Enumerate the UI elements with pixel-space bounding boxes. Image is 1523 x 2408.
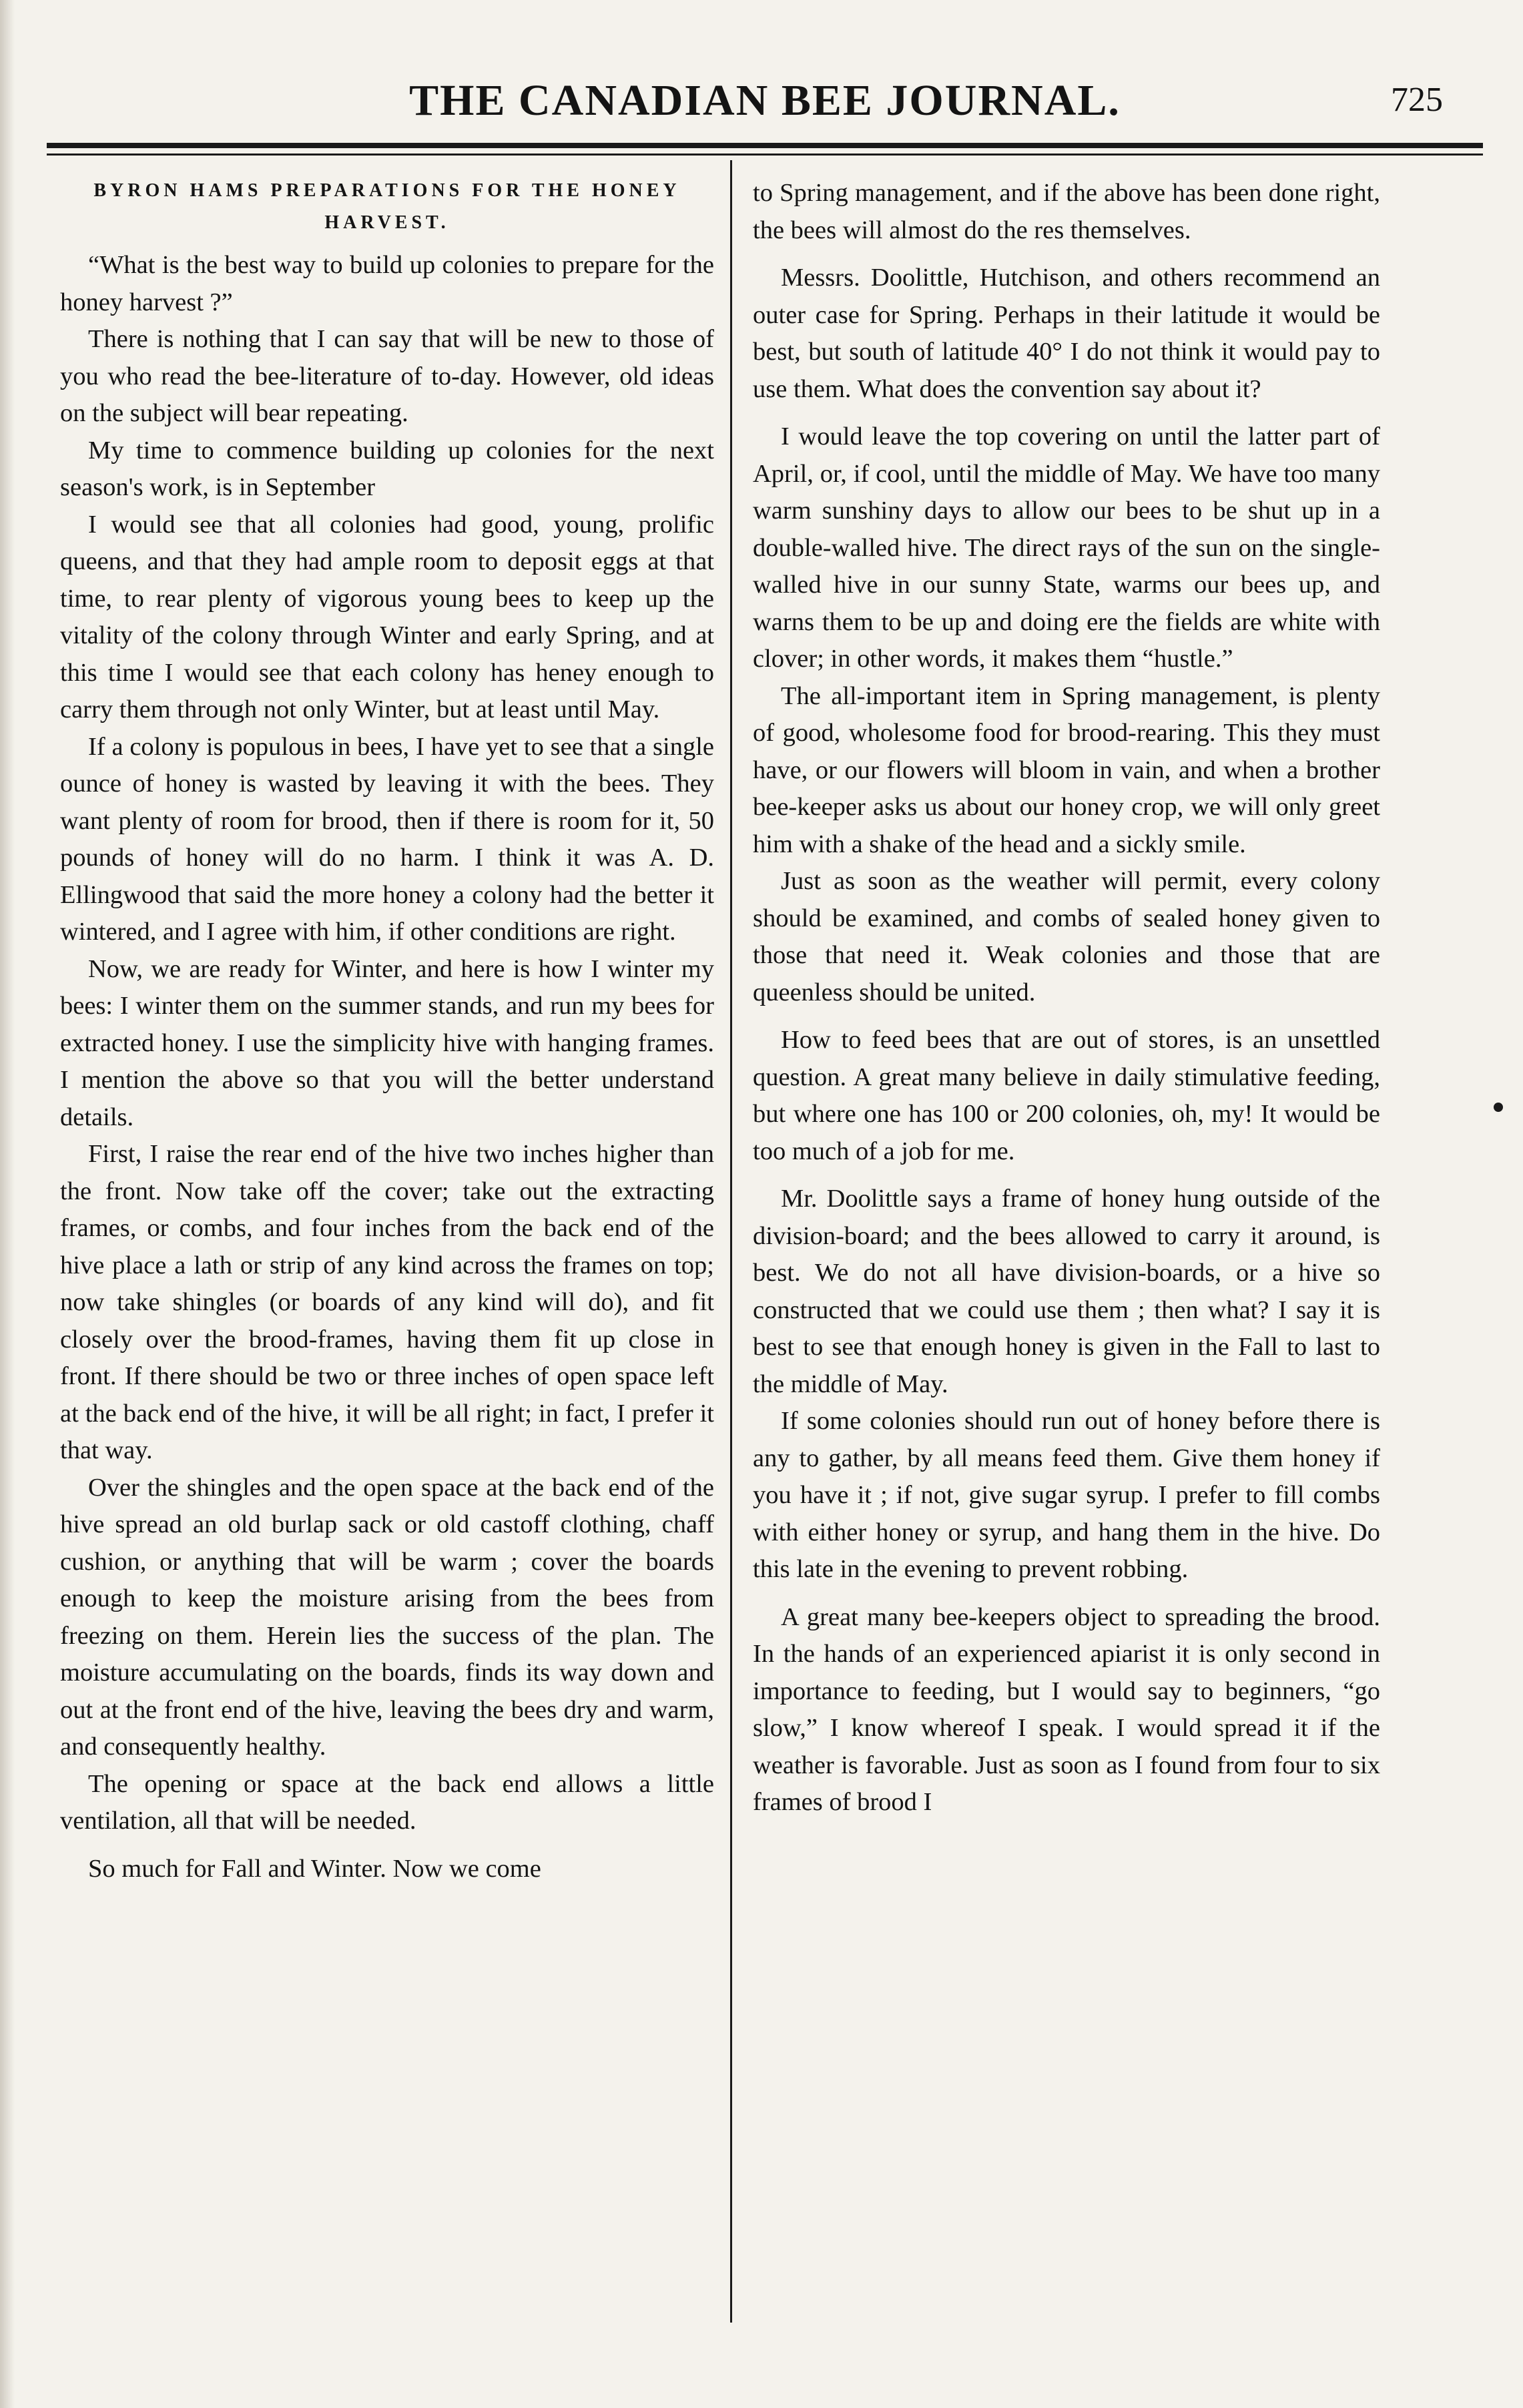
column-divider	[730, 160, 732, 2323]
paragraph: There is nothing that I can say that will be new to those of you who read the bee-literature of to-day. However, old ideas on the subject will bear repeating.	[60, 325, 714, 427]
header-rule-thick	[47, 143, 1483, 148]
right-column	[753, 175, 1380, 1821]
paragraph: Mr. Doolittle says a frame of honey hung outside of the division-board; and the bees allowed to carry it around, is best. We do not all have division-boards, or a hive so constructed that we could use them ; then what? I say it is best to see that enough honey is given in the Fall to last to the middle of May.	[753, 1185, 1380, 1398]
paragraph: How to feed bees that are out of stores, is an unsettled question. A great many believe in daily stimulative feeding, but where one has 100 or 200 colonies, oh, my! It would be too much of a job for me.	[753, 1026, 1380, 1165]
journal-title: THE CANADIAN BEE JOURNAL.	[409, 76, 1121, 125]
paragraph: A great many bee-keepers object to spreading the brood. In the hands of an experienced apiarist it is only second in importance to feeding, but I would say to beginners, “go slow,” I know whereof I speak. I would spread it if the weather is favorable. Just as soon as I found from four to six frames of brood I	[753, 1602, 1380, 1816]
paragraph: to Spring management, and if the above has been done right, the bees will almost do the res themselves.	[753, 179, 1380, 244]
paragraph: The opening or space at the back end allows a little ventilation, all that will be needed.	[60, 1769, 714, 1835]
paragraph: Over the shingles and the open space at the back end of the hive spread an old burlap sack or old castoff clothing, chaff cushion, or anything that will be warm ; cover the boards enough to keep the moisture arising from the bees from freezing on them. Herein lies the success of the plan. The moisture accumulating on the boards, finds its way down and out at the front end of the hive, leaving the bees dry and warm, and consequently healthy.	[60, 1473, 714, 1761]
paragraph: I would see that all colonies had good, young, prolific queens, and that they had ample room to deposit eggs at that time, to rear plenty of vigorous young bees to keep up the vitality of the colony through Winter and early Spring, and at this time I would see that each colony has heney enough to carry them through not only Winter, but at least until May.	[60, 510, 714, 723]
paragraph: Now, we are ready for Winter, and here is how I winter my bees: I winter them on the summer stands, and run my bees for extracted honey. I use the simplicity hive with hanging frames. I mention the above so that you will the better understand details.	[60, 954, 714, 1131]
paragraph: So much for Fall and Winter. Now we come	[88, 1854, 541, 1883]
header-rule-thin	[47, 154, 1483, 156]
page-number: 725	[1391, 81, 1443, 119]
ink-dot	[1494, 1103, 1503, 1112]
paragraph: The all-important item in Spring management, is plenty of good, wholesome food for brood-rearing. This they must have, or our flowers will bloom in vain, and when a brother bee-keeper asks us about our honey crop, we will only greet him with a shake of the head and a sickly smile.	[753, 681, 1380, 858]
article-heading: BYRON HAMS PREPARATIONS FOR THE HONEY HARVEST.	[93, 180, 681, 233]
left-column	[60, 175, 714, 1887]
paragraph: I would leave the top covering on until the latter part of April, or, if cool, until the middle of May. We have too many warm sunshiny days to allow our bees to be shut up in a double-walled hive. The direct rays of the sun on the single-walled hive in our sunny State, warms our bees up, and warns them to be up and doing ere the fields are white with clover; in other words, it makes them “hustle.”	[753, 422, 1380, 673]
paragraph: My time to commence building up colonies for the next season's work, is in September	[60, 436, 714, 501]
paragraph: Messrs. Doolittle, Hutchison, and others recommend an outer case for Spring. Perhaps in their latitude it would be best, but south of latitude 40° I do not think it would pay to use them. What does the convention say about it?	[753, 264, 1380, 403]
page-edge-shadow	[0, 0, 15, 2408]
paragraph: “What is the best way to build up colonies to prepare for the honey harvest ?”	[60, 251, 714, 316]
paragraph: If some colonies should run out of honey before there is any to gather, by all means feed them. Give them honey if you have it ; if not, give sugar syrup. I prefer to fill combs with either honey or syrup, and hang them in the hive. Do this late in the evening to prevent robbing.	[753, 1407, 1380, 1583]
paragraph: If a colony is populous in bees, I have yet to see that a single ounce of honey is wasted by leaving it with the bees. They want plenty of room for brood, then if there is room for it, 50 pounds of honey will do no harm. I think it was A. D. Ellingwood that said the more honey a colony had the better it wintered, and I agree with him, if other conditions are right.	[60, 732, 714, 946]
page-header	[47, 76, 1483, 145]
paragraph: Just as soon as the weather will permit, every colony should be examined, and combs of sealed honey given to those that need it. Weak colonies and those that are queenless should be united.	[753, 867, 1380, 1006]
paragraph: First, I raise the rear end of the hive two inches higher than the front. Now take off the cover; take out the extracting frames, or combs, and four inches from the back end of the hive place a lath or strip of any kind across the frames on top; now take shingles (or boards of any kind will do), and fit closely over the brood-frames, having them fit up close in front. If there should be two or three inches of open space left at the back end of the hive, it will be all right; in fact, I prefer it that way.	[60, 1140, 714, 1464]
